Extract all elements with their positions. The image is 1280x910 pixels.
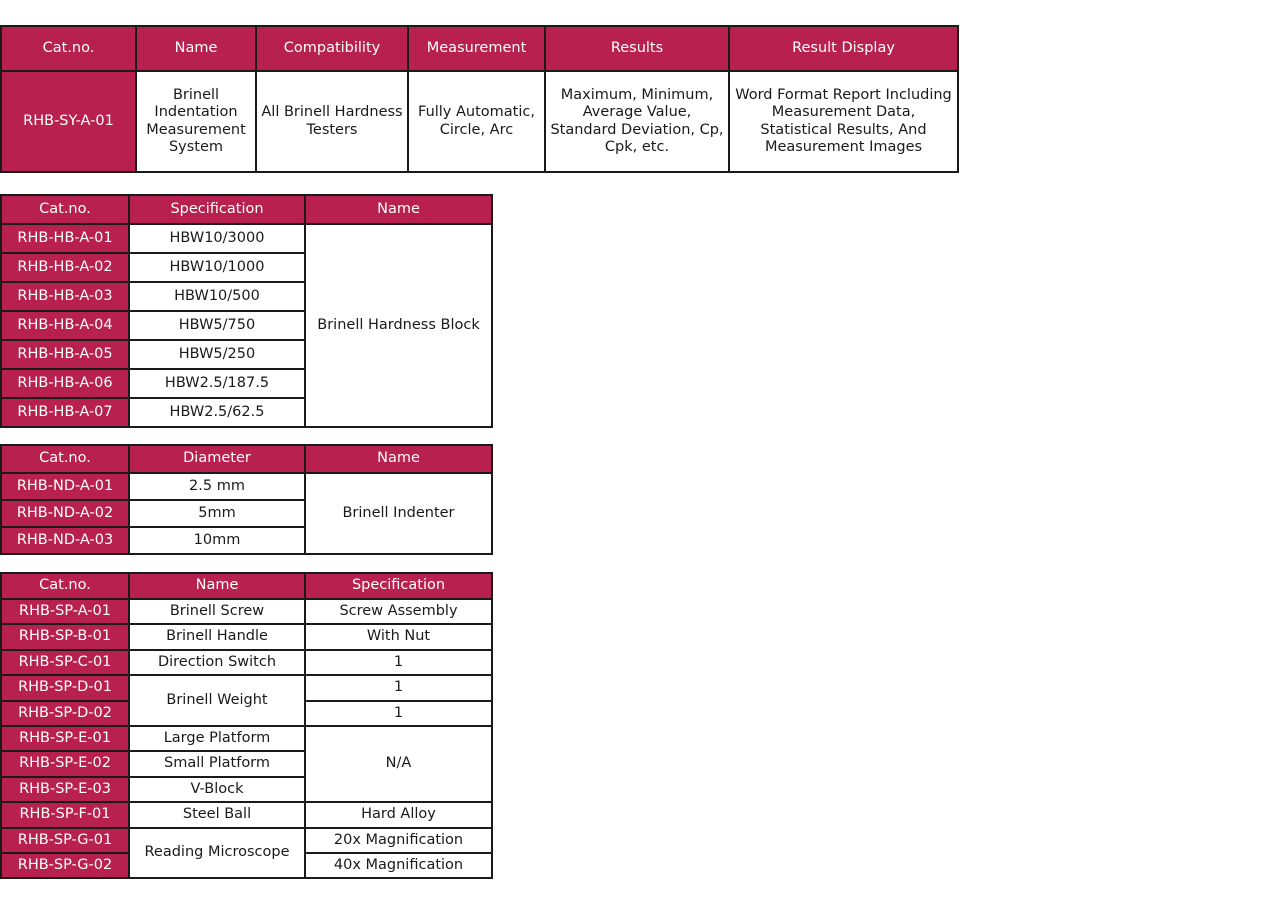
table-row	[1, 599, 492, 624]
cat-no-cell: RHB-ND-A-02	[1, 500, 129, 527]
table-header-row	[1, 445, 492, 473]
table-row	[1, 224, 492, 253]
table-row	[1, 650, 492, 675]
cat-no-cell: RHB-HB-A-01	[1, 224, 129, 253]
header-name: Name	[305, 195, 492, 224]
specification-cell: With Nut	[305, 624, 492, 649]
specification-cell: 1	[305, 650, 492, 675]
table-header-row	[1, 195, 492, 224]
specification-cell: HBW2.5/187.5	[129, 369, 305, 398]
cat-no-cell: RHB-HB-A-06	[1, 369, 129, 398]
specification-cell: 1	[305, 701, 492, 726]
cat-no-cell: RHB-SP-F-01	[1, 802, 129, 827]
header-specification: Specification	[129, 195, 305, 224]
name-cell: Direction Switch	[129, 650, 305, 675]
cat-no-cell: RHB-SP-D-01	[1, 675, 129, 700]
compatibility-cell: All Brinell Hardness Testers	[256, 71, 408, 172]
specification-cell: Screw Assembly	[305, 599, 492, 624]
hardness-block-table	[0, 194, 493, 428]
cat-no-cell: RHB-SP-G-01	[1, 828, 129, 853]
indenter-table	[0, 444, 493, 555]
cat-no-cell: RHB-SP-A-01	[1, 599, 129, 624]
cat-no-cell: RHB-HB-A-02	[1, 253, 129, 282]
table-row	[1, 675, 492, 700]
name-cell: Brinell Hardness Block	[305, 224, 492, 427]
specification-cell: HBW10/500	[129, 282, 305, 311]
results-cell: Maximum, Minimum, Average Value, Standard Deviation, Cp, Cpk, etc.	[545, 71, 729, 172]
cat-no-cell: RHB-SP-E-01	[1, 726, 129, 751]
table-row	[1, 71, 958, 172]
cat-no-cell: RHB-ND-A-03	[1, 527, 129, 554]
header-cat-no: Cat.no.	[1, 445, 129, 473]
specification-cell: HBW5/750	[129, 311, 305, 340]
specification-cell: Hard Alloy	[305, 802, 492, 827]
table-header-row	[1, 26, 958, 71]
specification-cell: HBW5/250	[129, 340, 305, 369]
cat-no-cell: RHB-HB-A-05	[1, 340, 129, 369]
specification-cell: 40x Magnification	[305, 853, 492, 878]
name-cell: Large Platform	[129, 726, 305, 751]
specification-cell: HBW2.5/62.5	[129, 398, 305, 427]
header-cat-no: Cat.no.	[1, 573, 129, 599]
specification-cell: HBW10/1000	[129, 253, 305, 282]
name-cell: Small Platform	[129, 751, 305, 776]
header-name: Name	[136, 26, 256, 71]
header-result-display: Result Display	[729, 26, 958, 71]
measurement-cell: Fully Automatic, Circle, Arc	[408, 71, 545, 172]
header-specification: Specification	[305, 573, 492, 599]
name-cell: Brinell Indentation Measurement System	[136, 71, 256, 172]
name-cell: Brinell Handle	[129, 624, 305, 649]
table-row	[1, 473, 492, 500]
cat-no-cell: RHB-SP-E-03	[1, 777, 129, 802]
header-name: Name	[129, 573, 305, 599]
name-cell: Brinell Screw	[129, 599, 305, 624]
table-row	[1, 726, 492, 751]
cat-no-cell: RHB-SY-A-01	[1, 71, 136, 172]
specification-cell: N/A	[305, 726, 492, 802]
table-row	[1, 802, 492, 827]
name-cell: V-Block	[129, 777, 305, 802]
header-name: Name	[305, 445, 492, 473]
specification-cell: HBW10/3000	[129, 224, 305, 253]
cat-no-cell: RHB-HB-A-07	[1, 398, 129, 427]
spare-parts-table	[0, 572, 493, 879]
diameter-cell: 2.5 mm	[129, 473, 305, 500]
cat-no-cell: RHB-HB-A-04	[1, 311, 129, 340]
specification-cell: 20x Magnification	[305, 828, 492, 853]
header-results: Results	[545, 26, 729, 71]
name-cell: Brinell Weight	[129, 675, 305, 726]
table-header-row	[1, 573, 492, 599]
result-display-cell: Word Format Report Including Measurement Data, Statistical Results, And Measurement Images	[729, 71, 958, 172]
name-cell: Steel Ball	[129, 802, 305, 827]
header-compatibility: Compatibility	[256, 26, 408, 71]
cat-no-cell: RHB-SP-E-02	[1, 751, 129, 776]
table-row	[1, 624, 492, 649]
diameter-cell: 10mm	[129, 527, 305, 554]
measurement-system-table	[0, 25, 959, 173]
specification-cell: 1	[305, 675, 492, 700]
cat-no-cell: RHB-SP-D-02	[1, 701, 129, 726]
cat-no-cell: RHB-HB-A-03	[1, 282, 129, 311]
header-diameter: Diameter	[129, 445, 305, 473]
diameter-cell: 5mm	[129, 500, 305, 527]
name-cell: Brinell Indenter	[305, 473, 492, 554]
cat-no-cell: RHB-SP-C-01	[1, 650, 129, 675]
header-measurement: Measurement	[408, 26, 545, 71]
cat-no-cell: RHB-SP-G-02	[1, 853, 129, 878]
cat-no-cell: RHB-ND-A-01	[1, 473, 129, 500]
table-row	[1, 828, 492, 853]
header-cat-no: Cat.no.	[1, 195, 129, 224]
name-cell: Reading Microscope	[129, 828, 305, 879]
cat-no-cell: RHB-SP-B-01	[1, 624, 129, 649]
header-cat-no: Cat.no.	[1, 26, 136, 71]
